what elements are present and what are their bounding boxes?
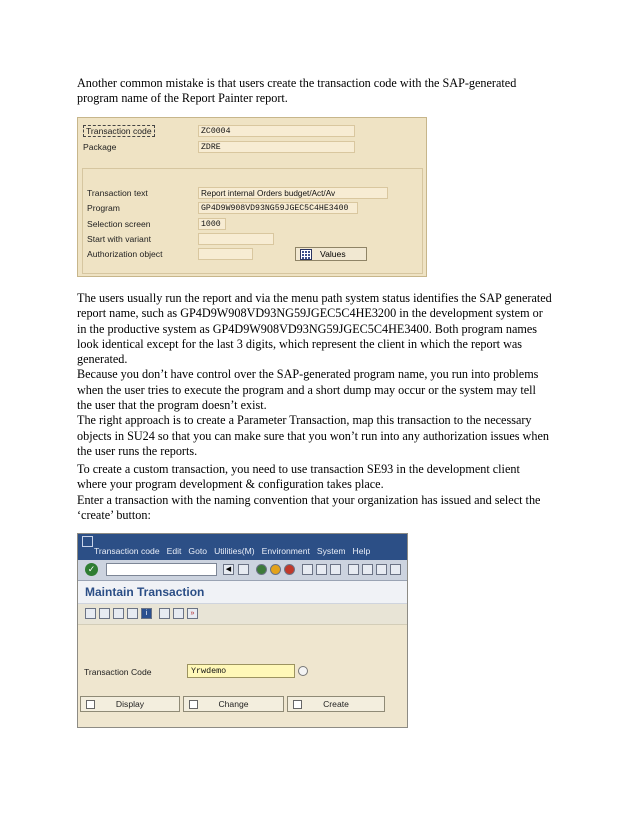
text-line: The right approach is to create a Parameter Transaction, map this transaction to the necessary bbox=[77, 413, 532, 428]
first-page-icon[interactable] bbox=[348, 564, 359, 575]
program-field[interactable]: GP4D9W908VD93NG59JGEC5C4HE3400 bbox=[198, 202, 358, 214]
menu-edit[interactable]: Edit bbox=[166, 546, 182, 556]
intro-paragraph bbox=[77, 76, 567, 107]
next-page-icon[interactable] bbox=[376, 564, 387, 575]
menu-transaction-code[interactable]: Transaction code bbox=[94, 546, 160, 556]
window-menu-icon[interactable] bbox=[82, 536, 93, 547]
new-document-icon bbox=[293, 700, 302, 709]
text-line: objects in SU24 so that you can make sure that you won’t run into any authorization issues when bbox=[77, 428, 549, 443]
text-line: program name of the Report Painter report. bbox=[77, 91, 288, 106]
transaction-text-field[interactable]: Report internal Orders budget/Act/Av bbox=[198, 187, 388, 199]
back-arrow-icon[interactable]: ◀ bbox=[223, 564, 234, 575]
application-toolbar bbox=[78, 604, 407, 625]
transaction-code-field[interactable]: ZC0004 bbox=[198, 125, 355, 137]
text-line: the user that the program doesn’t exist. bbox=[77, 398, 267, 413]
screen-title: Maintain Transaction bbox=[85, 585, 205, 599]
program-label: Program bbox=[87, 203, 120, 213]
find-next-icon[interactable] bbox=[330, 564, 341, 575]
transaction-text-label: Transaction text bbox=[87, 188, 148, 198]
explanation-paragraph bbox=[77, 291, 567, 459]
menu-goto[interactable]: Goto bbox=[188, 546, 208, 556]
copy-icon[interactable] bbox=[173, 608, 184, 619]
text-line: report name, such as GP4D9W908VD93NG59JGEC5C4HE3200 in the development system or bbox=[77, 306, 543, 321]
text-line: The users usually run the report and via the menu path system status identifies the SAP generated bbox=[77, 291, 552, 305]
enter-check-icon[interactable]: ✓ bbox=[85, 563, 98, 576]
text-line: where your program development & configuration takes place. bbox=[77, 477, 384, 492]
text-line: ‘create’ button: bbox=[77, 507, 151, 522]
menu-system[interactable]: System bbox=[316, 546, 346, 556]
title-bar bbox=[78, 581, 407, 604]
test-execute-icon[interactable]: » bbox=[187, 608, 198, 619]
display-button[interactable] bbox=[80, 696, 180, 712]
instruction-paragraph bbox=[77, 462, 567, 523]
authorization-object-field[interactable] bbox=[198, 248, 253, 260]
command-field[interactable] bbox=[106, 563, 217, 576]
change-button[interactable] bbox=[183, 696, 284, 712]
maintain-transaction-screenshot bbox=[77, 533, 408, 728]
save-icon[interactable] bbox=[238, 564, 249, 575]
text-line: Another common mistake is that users create the transaction code with the SAP-generated bbox=[77, 76, 517, 90]
start-variant-label: Start with variant bbox=[87, 234, 151, 244]
last-page-icon[interactable] bbox=[390, 564, 401, 575]
text-line: Enter a transaction with the naming convention that your organization has issued and select the bbox=[77, 492, 541, 507]
text-line: To create a custom transaction, you need to use transaction SE93 in the development client bbox=[77, 462, 520, 476]
create-button-label: Create bbox=[323, 699, 349, 709]
back-icon[interactable] bbox=[256, 564, 267, 575]
transaction-code-input[interactable]: Yrwdemo bbox=[187, 664, 295, 678]
print-icon[interactable] bbox=[302, 564, 313, 575]
delete-icon[interactable] bbox=[159, 608, 170, 619]
search-help-icon[interactable] bbox=[298, 666, 308, 676]
text-line: the user runs the reports. bbox=[77, 443, 198, 458]
values-button[interactable] bbox=[295, 247, 367, 261]
previous-page-icon[interactable] bbox=[362, 564, 373, 575]
menu-bar bbox=[78, 534, 407, 560]
text-line: look identical except for the last 3 digits, which represent the client in which the report was bbox=[77, 336, 523, 351]
package-field[interactable]: ZDRE bbox=[198, 141, 355, 153]
authorization-object-label: Authorization object bbox=[87, 249, 163, 259]
menu-environment[interactable]: Environment bbox=[261, 546, 310, 556]
selection-screen-label: Selection screen bbox=[87, 219, 151, 229]
display-object-list-icon[interactable] bbox=[99, 608, 110, 619]
cancel-icon[interactable] bbox=[284, 564, 295, 575]
selection-screen-field[interactable]: 1000 bbox=[198, 218, 226, 230]
start-variant-field[interactable] bbox=[198, 233, 274, 245]
change-button-label: Change bbox=[218, 699, 249, 709]
text-line: when the user tries to execute the program and a short dump may occur or the system may tell bbox=[77, 382, 536, 397]
standard-toolbar bbox=[78, 560, 407, 581]
menu-help[interactable]: Help bbox=[352, 546, 371, 556]
transaction-attributes-screenshot bbox=[77, 117, 427, 277]
package-label: Package bbox=[83, 142, 117, 152]
glasses-icon bbox=[86, 700, 95, 709]
text-line: generated. bbox=[77, 352, 128, 367]
exit-icon[interactable] bbox=[270, 564, 281, 575]
table-icon bbox=[300, 249, 312, 260]
values-button-label: Values bbox=[320, 249, 346, 259]
find-icon[interactable] bbox=[316, 564, 327, 575]
create-button[interactable] bbox=[287, 696, 385, 712]
menu-utilities[interactable]: Utilities(M) bbox=[214, 546, 255, 556]
text-line: Because you don’t have control over the SAP-generated program name, you run into problems bbox=[77, 367, 539, 382]
text-line: in the productive system as GP4D9W908VD93NG59JGEC5C4HE3400. Both program names bbox=[77, 321, 538, 336]
where-used-icon[interactable] bbox=[113, 608, 124, 619]
transaction-code-label: Transaction code bbox=[83, 125, 155, 137]
transaction-code-label: Transaction Code bbox=[84, 667, 152, 677]
info-icon[interactable]: i bbox=[141, 608, 152, 619]
navigate-icon[interactable] bbox=[127, 608, 138, 619]
other-object-icon[interactable] bbox=[85, 608, 96, 619]
display-button-label: Display bbox=[115, 699, 145, 709]
pencil-icon bbox=[189, 700, 198, 709]
